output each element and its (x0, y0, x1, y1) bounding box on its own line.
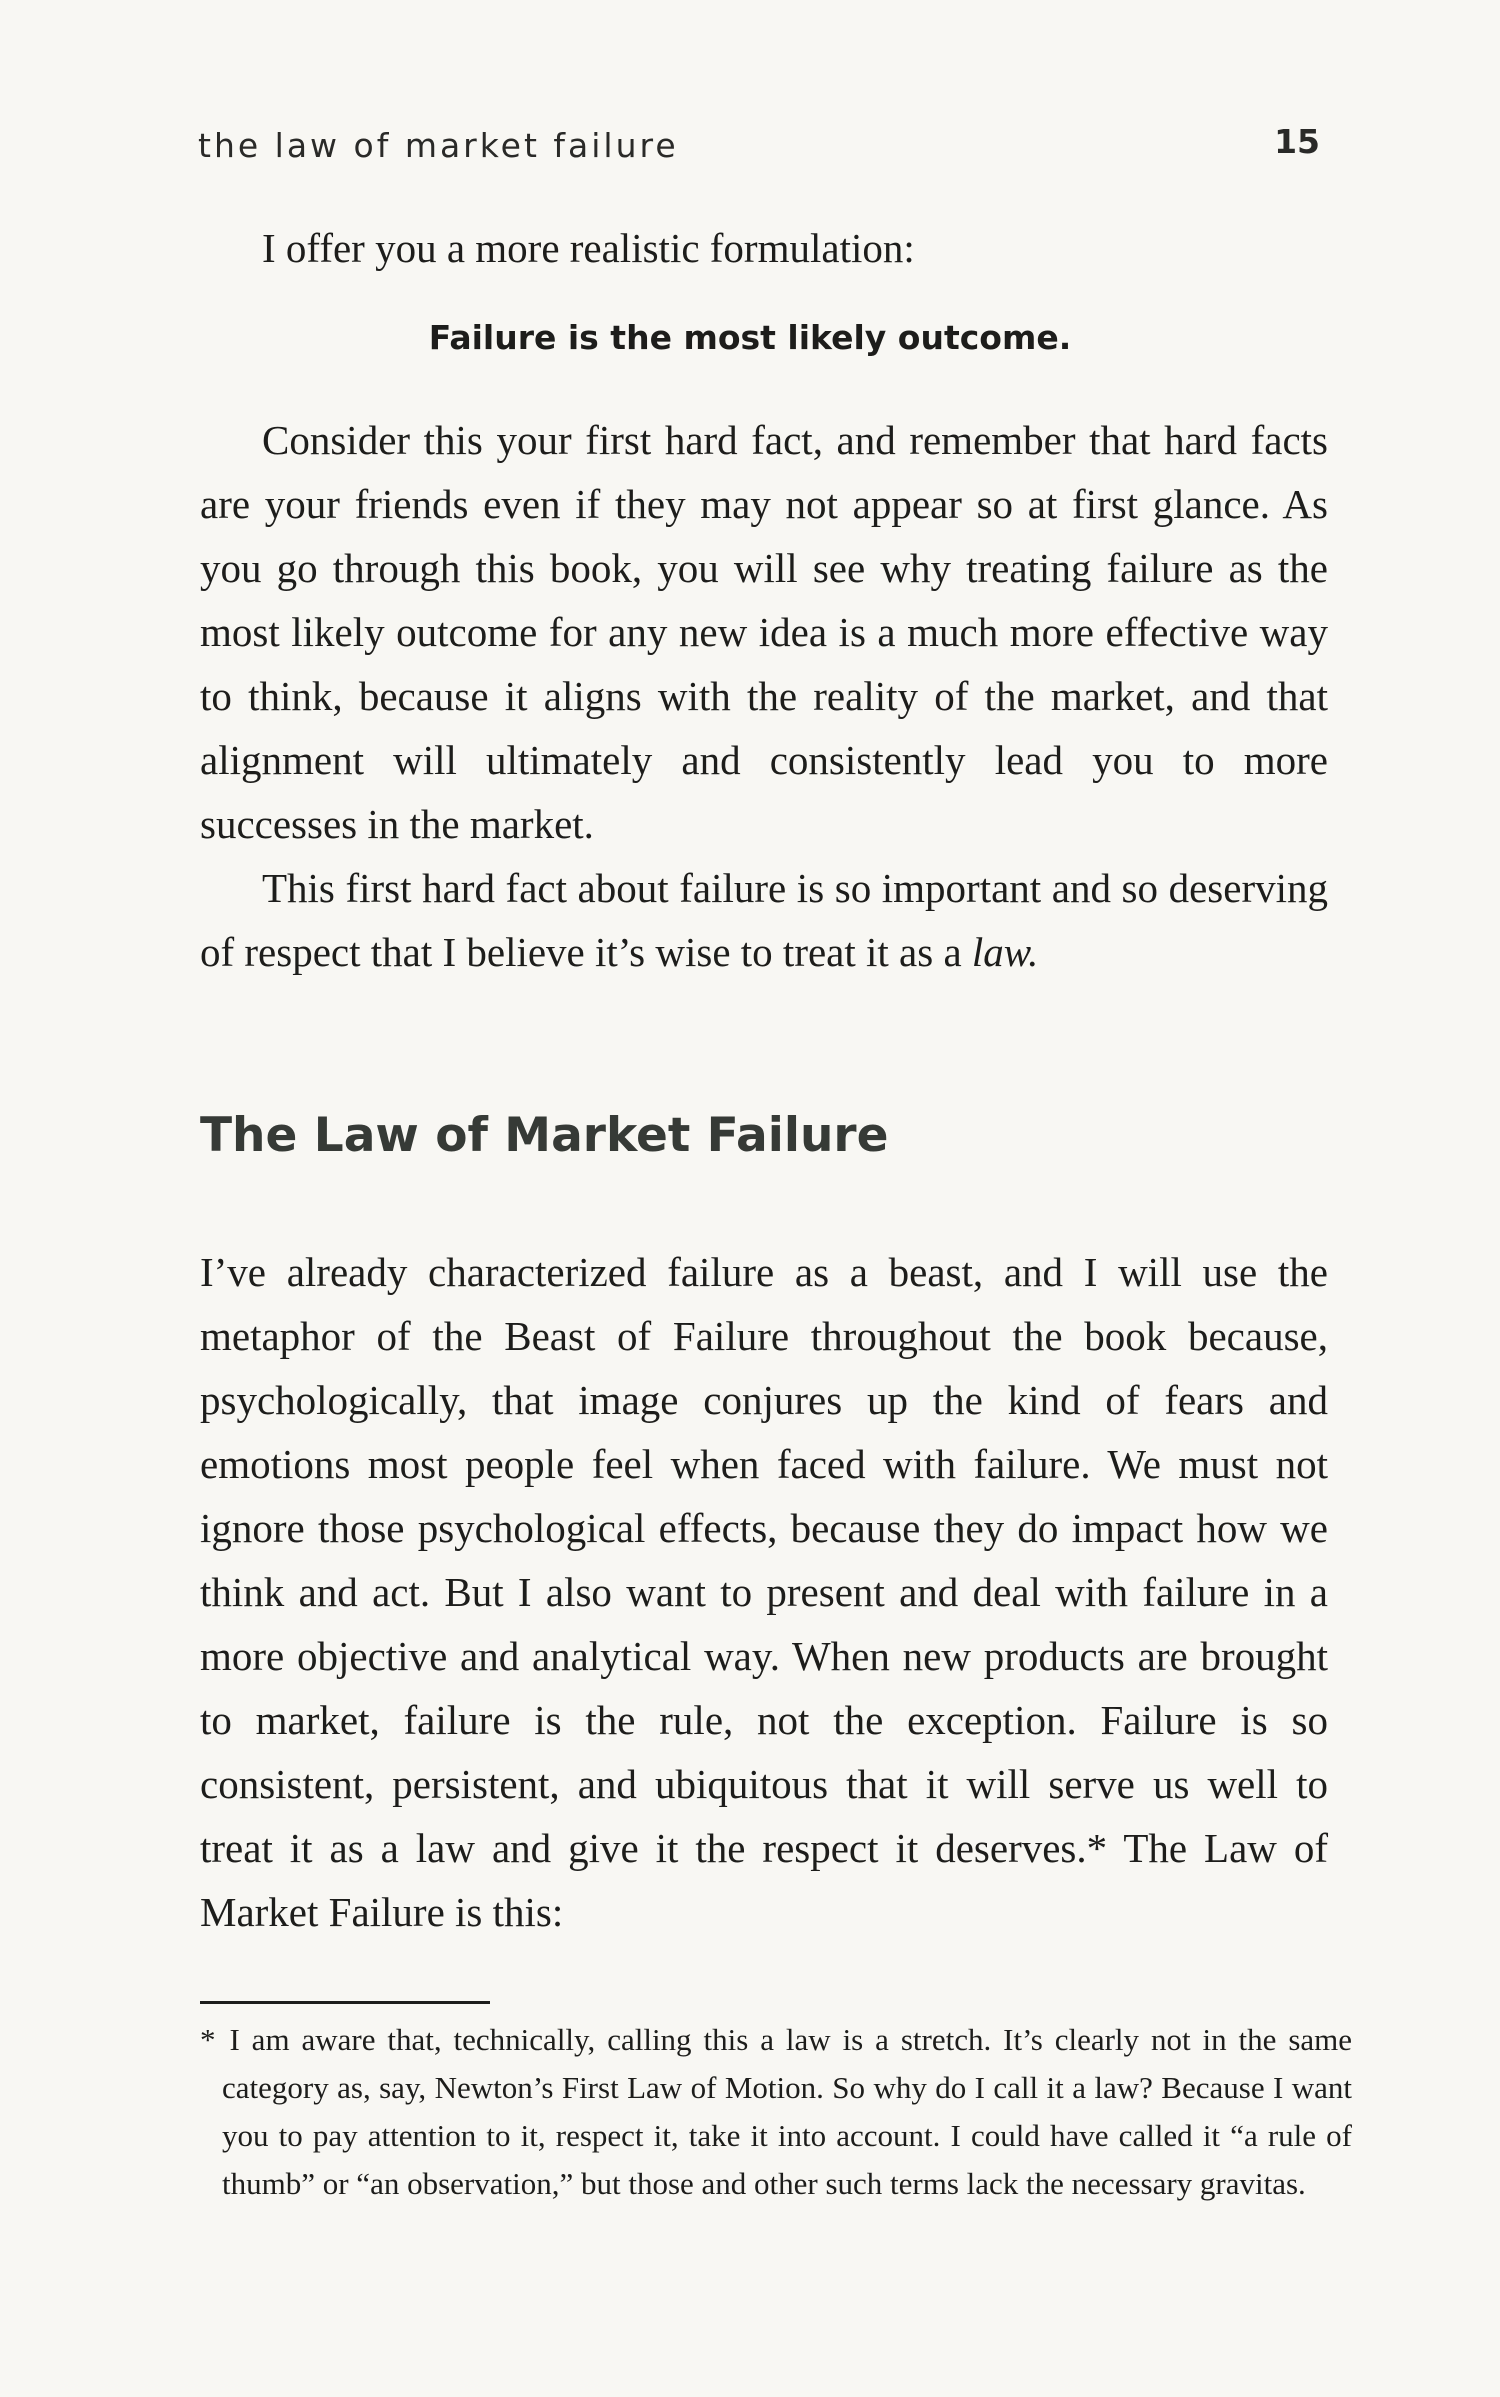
body-paragraph-3: I’ve already characterized failure as a beast, and I will use the metaphor of the Beast of Failure throughout the book because, psychologically, that image conjures up the kind of fears and emotions most people feel when faced with failure. We must not ignore those psychological effects, because they do impact how we think and act. But I also want to present and deal with failure in a more objective and analytical way. When new products are brought to market, failure is the rule, not the exception. Failure is so consistent, persistent, and ubiquitous that it will serve us well to treat it as a law and give it the respect it deserves.* The Law of Market Failure is this: (200, 1249, 1328, 1935)
body-paragraph-2 (200, 856, 1328, 984)
body-paragraph-2-text: This first hard fact about failure is so important and so deserving of respect that I believe it’s wise to treat it as a (200, 865, 1328, 975)
footnote-mark: * (200, 2022, 216, 2057)
running-head-title: the law of market failure (198, 126, 679, 165)
body-paragraph-1: Consider this your first hard fact, and remember that hard facts are your friends even if they may not appear so at first glance. As you go through this book, you will see why treating failure as the most likely outcome for any new idea is a much more effective way to think, because it aligns with the reality of the market, and that alignment will ultimately and consistently lead you to more successes in the market. (200, 417, 1328, 847)
footnote (200, 2016, 1352, 2208)
intro-paragraph: I offer you a more realistic formulation: (262, 225, 915, 271)
body-paragraph-2-emphasis: law. (971, 929, 1039, 975)
page-number: 15 (1274, 122, 1320, 161)
footnote-text: I am aware that, technically, calling this a law is a stretch. It’s clearly not in the same category as, say, Newton’s First Law of Motion. So why do I call it a law? Because I want you to pay attention to it, respect it, take it into account. I could have called it “a rule of thumb” or “an observation,” but those and other such terms lack the necessary gravitas. (222, 2022, 1353, 2201)
section-heading: The Law of Market Failure (200, 1108, 889, 1163)
footnote-divider (200, 2001, 490, 2004)
callout-statement: Failure is the most likely outcome. (428, 318, 1072, 357)
